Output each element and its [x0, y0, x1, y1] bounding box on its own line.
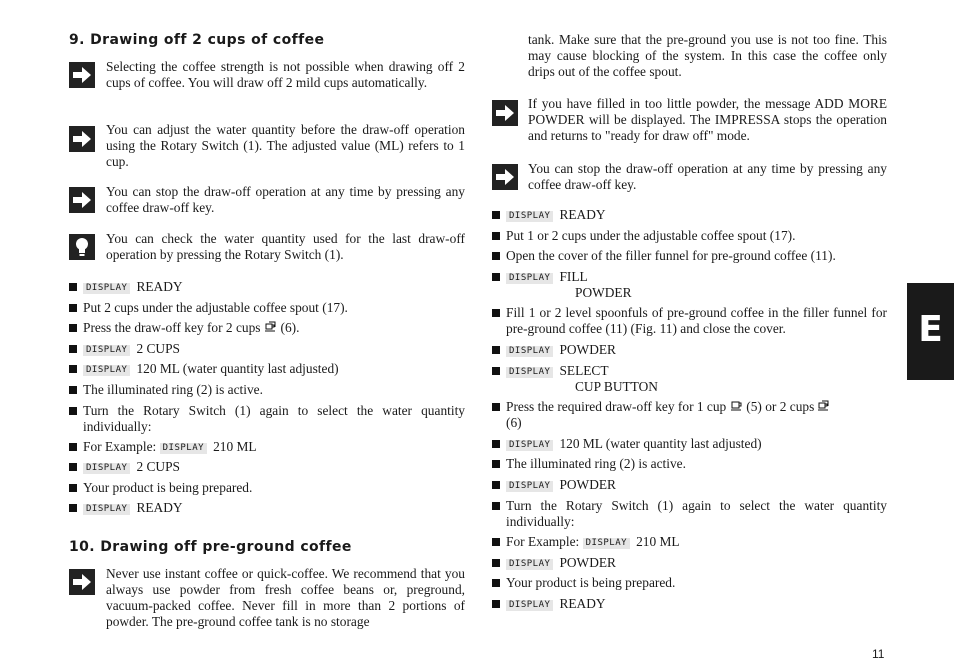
heading-section-10: 10. Drawing off pre-ground coffee [69, 539, 352, 555]
bullet-item: DISPLAY 120 ML (water quantity last adjusted) [492, 436, 887, 452]
bullet-item: DISPLAY 2 CUPS [69, 459, 465, 475]
heading-section-9: 9. Drawing off 2 cups of coffee [69, 32, 325, 48]
display-indicator: DISPLAY [506, 600, 553, 611]
display-indicator: DISPLAY [160, 443, 207, 454]
bullet-item: Put 2 cups under the adjustable coffee spout (17). [69, 300, 465, 316]
bullet-item: Your product is being prepared. [492, 575, 887, 591]
lightbulb-tip-icon [69, 234, 95, 260]
one-cup-icon [729, 400, 743, 412]
bullet-item: Turn the Rotary Switch (1) again to select the water quantity individually: [492, 498, 887, 530]
display-indicator: DISPLAY [506, 440, 553, 451]
arrow-note-icon [69, 126, 95, 152]
bullet-item: DISPLAY READY [69, 279, 465, 295]
note-text: You can adjust the water quantity before the draw-off operation using the Rotary Switch (1). The adjusted value (ML) refers to 1 cup. [106, 122, 465, 169]
note-text-continued: tank. Make sure that the pre-ground you use is not too fine. This may cause blocking of the system. In this case the coffee only drips out of the coffee spout. [528, 32, 887, 79]
bullet-item: For Example: DISPLAY 210 ML [492, 534, 887, 550]
display-indicator: DISPLAY [506, 367, 553, 378]
arrow-note-icon [69, 569, 95, 595]
bullet-item: Press the required draw-off key for 1 cup (5) or 2 cups (6) [492, 399, 887, 431]
language-tab: E [907, 283, 954, 380]
display-indicator: DISPLAY [83, 365, 130, 376]
bullet-item: Open the cover of the filler funnel for pre-ground coffee (11). [492, 248, 887, 264]
display-indicator: DISPLAY [583, 538, 630, 549]
note-text: Selecting the coffee strength is not possible when drawing off 2 cups of coffee. You will draw off 2 mild cups automatically. [106, 59, 465, 90]
bullet-item: Put 1 or 2 cups under the adjustable coffee spout (17). [492, 228, 887, 244]
bullet-item: For Example: DISPLAY 210 ML [69, 439, 465, 455]
display-indicator: DISPLAY [506, 481, 553, 492]
bullet-item: DISPLAY POWDER [492, 555, 887, 571]
bullet-item: DISPLAY SELECT CUP BUTTON [492, 363, 887, 395]
bullet-item: DISPLAY 2 CUPS [69, 341, 465, 357]
note-text: If you have filled in too little powder, the message ADD MORE POWDER will be displayed. The IMPRESSA stops the operation and returns to "ready for draw off" mode. [528, 96, 887, 143]
display-indicator: DISPLAY [83, 283, 130, 294]
bullet-item: The illuminated ring (2) is active. [492, 456, 887, 472]
display-indicator: DISPLAY [83, 463, 130, 474]
bullet-item: Fill 1 or 2 level spoonfuls of pre-ground coffee in the filler funnel for pre-ground coffee (11) (Fig. 11) and close the cover. [492, 305, 887, 337]
display-indicator: DISPLAY [83, 345, 130, 356]
bullet-item: DISPLAY POWDER [492, 477, 887, 493]
bullet-item: DISPLAY READY [492, 596, 887, 612]
arrow-note-icon [69, 62, 95, 88]
bullet-item: DISPLAY 120 ML (water quantity last adjusted) [69, 361, 465, 377]
bullet-item: Your product is being prepared. [69, 480, 465, 496]
bullet-item: DISPLAY READY [492, 207, 887, 223]
note-text: You can stop the draw-off operation at any time by pressing any coffee draw-off key. [106, 184, 465, 215]
bullet-item: DISPLAY READY [69, 500, 465, 516]
note-text: You can stop the draw-off operation at any time by pressing any coffee draw-off key. [528, 161, 887, 192]
tip-text: You can check the water quantity used for the last draw-off operation by pressing the Rotary Switch (1). [106, 231, 465, 262]
display-indicator: DISPLAY [506, 559, 553, 570]
bullet-item: Press the draw-off key for 2 cups (6). [69, 320, 465, 336]
two-cups-icon [264, 321, 278, 333]
two-cups-icon [817, 400, 831, 412]
display-indicator: DISPLAY [506, 211, 553, 222]
bullet-item: DISPLAY FILL POWDER [492, 269, 887, 301]
arrow-note-icon [492, 100, 518, 126]
bullet-item: DISPLAY POWDER [492, 342, 887, 358]
page-number: 11 [872, 647, 885, 661]
note-text: Never use instant coffee or quick-coffee. We recommend that you always use powder from fresh coffee beans or, preground, vacuum-packed coffee. Never fill in more than 2 portions of powder. The pre-ground coffee tank is no storage [106, 566, 465, 629]
bullet-item: Turn the Rotary Switch (1) again to select the water quantity individually: [69, 403, 465, 435]
display-indicator: DISPLAY [506, 346, 553, 357]
arrow-note-icon [69, 187, 95, 213]
arrow-note-icon [492, 164, 518, 190]
display-indicator: DISPLAY [506, 273, 553, 284]
bullet-item: The illuminated ring (2) is active. [69, 382, 465, 398]
display-indicator: DISPLAY [83, 504, 130, 515]
